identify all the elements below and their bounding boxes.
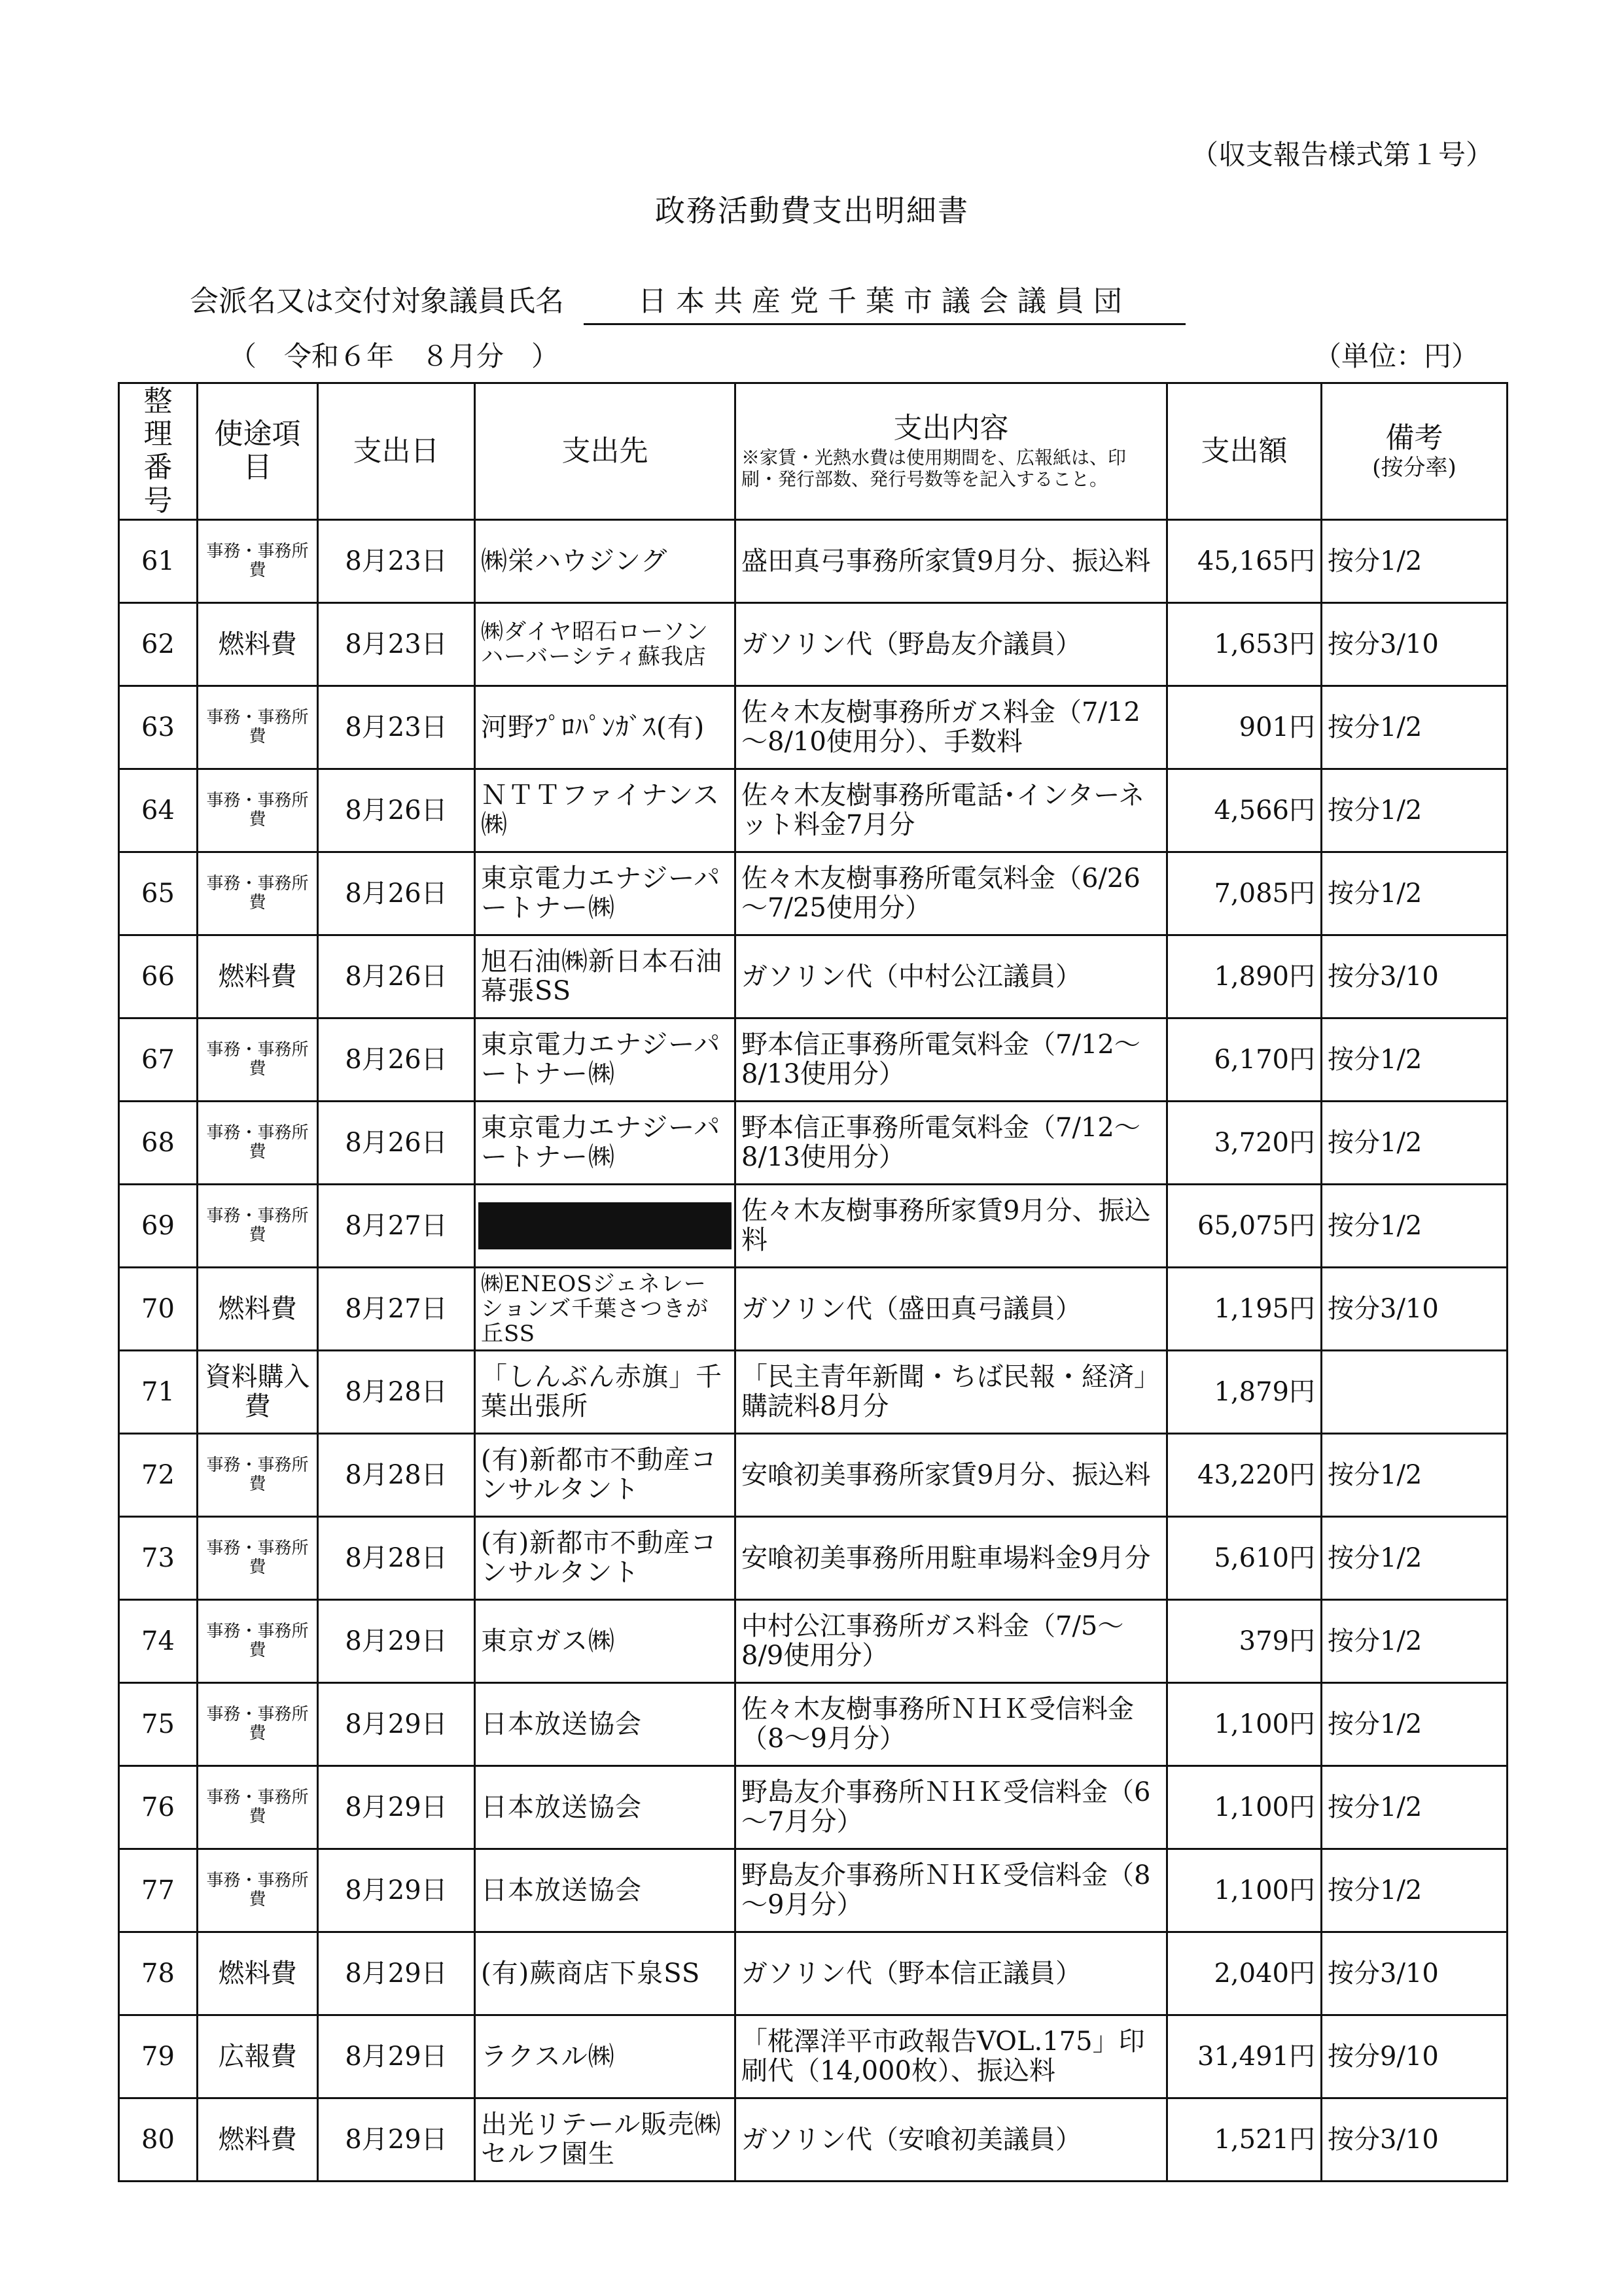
row-number: 71 <box>119 1351 198 1434</box>
unit-label: （単位：円） <box>1313 340 1479 372</box>
row-amount: 65,075円 <box>1167 1185 1322 1268</box>
row-description: 安喰初美事務所家賃9月分、振込料 <box>735 1434 1167 1517</box>
row-number: 79 <box>119 2015 198 2098</box>
row-payee: 日本放送協会 <box>475 1766 735 1849</box>
row-number: 66 <box>119 935 198 1018</box>
row-amount: 901円 <box>1167 686 1322 769</box>
period: （ 令和６年 ８月分 ） <box>229 340 559 372</box>
row-description: 佐々木友樹事務所ガス料金（7/12～8/10使用分）、手数料 <box>735 686 1167 769</box>
row-amount: 1,521円 <box>1167 2098 1322 2182</box>
row-amount: 3,720円 <box>1167 1102 1322 1185</box>
table-row <box>119 520 1508 603</box>
row-date: 8月26日 <box>318 935 475 1018</box>
row-payee: 東京電力エナジーパートナー㈱ <box>475 1018 735 1102</box>
document-title: 政務活動費支出明細書 <box>655 193 969 228</box>
row-payee: ラクスル㈱ <box>475 2015 735 2098</box>
table-row <box>119 1932 1508 2015</box>
header-desc-title: 支出内容 <box>893 411 1009 445</box>
row-use: 資料購入費 <box>198 1351 318 1434</box>
row-number: 61 <box>119 520 198 603</box>
row-note: 按分3/10 <box>1322 2098 1508 2182</box>
row-payee: (有)新都市不動産コンサルタント <box>475 1434 735 1517</box>
row-amount: 7,085円 <box>1167 852 1322 935</box>
row-description: 佐々木友樹事務所電話･インターネット料金7月分 <box>735 769 1167 852</box>
row-amount: 1,879円 <box>1167 1351 1322 1434</box>
table-row <box>119 686 1508 769</box>
row-use: 事務・事務所費 <box>198 1018 318 1102</box>
row-description: 安喰初美事務所用駐車場料金9月分 <box>735 1517 1167 1600</box>
row-number: 74 <box>119 1600 198 1683</box>
row-use: 事務・事務所費 <box>198 852 318 935</box>
row-note: 按分1/2 <box>1322 1766 1508 1849</box>
header-note-title: 備考 <box>1385 421 1443 455</box>
table-row <box>119 2098 1508 2182</box>
row-use: 事務・事務所費 <box>198 1683 318 1766</box>
row-note: 按分1/2 <box>1322 769 1508 852</box>
table-row <box>119 852 1508 935</box>
row-date: 8月26日 <box>318 1018 475 1102</box>
row-note: 按分3/10 <box>1322 1268 1508 1351</box>
row-payee: 日本放送協会 <box>475 1683 735 1766</box>
header-row <box>119 383 1508 520</box>
row-number: 76 <box>119 1766 198 1849</box>
row-description: 佐々木友樹事務所ＮＨＫ受信料金（8～9月分） <box>735 1683 1167 1766</box>
row-date: 8月23日 <box>318 520 475 603</box>
row-date: 8月26日 <box>318 769 475 852</box>
table-row <box>119 1351 1508 1434</box>
row-number: 80 <box>119 2098 198 2182</box>
row-use: 事務・事務所費 <box>198 1849 318 1932</box>
row-description: ガソリン代（盛田真弓議員） <box>735 1268 1167 1351</box>
header-payee: 支出先 <box>475 383 735 520</box>
row-date: 8月29日 <box>318 1683 475 1766</box>
row-number: 70 <box>119 1268 198 1351</box>
row-number: 67 <box>119 1018 198 1102</box>
row-amount: 1,100円 <box>1167 1849 1322 1932</box>
row-use: 燃料費 <box>198 1932 318 2015</box>
row-amount: 1,653円 <box>1167 603 1322 686</box>
row-payee: 旭石油㈱新日本石油幕張SS <box>475 935 735 1018</box>
row-date: 8月29日 <box>318 1766 475 1849</box>
row-date: 8月23日 <box>318 603 475 686</box>
row-note: 按分3/10 <box>1322 1932 1508 2015</box>
table-row <box>119 1102 1508 1185</box>
row-description: 「民主青年新聞・ちば民報・経済」購読料8月分 <box>735 1351 1167 1434</box>
row-description: ガソリン代（野島友介議員） <box>735 603 1167 686</box>
header-desc <box>735 383 1167 520</box>
table-row <box>119 1517 1508 1600</box>
row-note: 按分1/2 <box>1322 1102 1508 1185</box>
row-use: 燃料費 <box>198 935 318 1018</box>
row-payee: ㈱ダイヤ昭石ローソンハーバーシティ蘇我店 <box>475 603 735 686</box>
header-note-sub: (按分率) <box>1372 454 1456 481</box>
row-amount: 5,610円 <box>1167 1517 1322 1600</box>
row-payee: ＮＴＴファイナンス㈱ <box>475 769 735 852</box>
row-number: 62 <box>119 603 198 686</box>
row-use: 燃料費 <box>198 1268 318 1351</box>
row-amount: 45,165円 <box>1167 520 1322 603</box>
table-row <box>119 935 1508 1018</box>
row-payee: ㈱ENEOSジェネレーションズ千葉さつきが丘SS <box>475 1268 735 1351</box>
row-use: 事務・事務所費 <box>198 1434 318 1517</box>
faction-row <box>190 277 1186 325</box>
row-description: 野本信正事務所電気料金（7/12～8/13使用分） <box>735 1018 1167 1102</box>
table-row <box>119 1018 1508 1102</box>
row-payee: 日本放送協会 <box>475 1849 735 1932</box>
row-date: 8月28日 <box>318 1517 475 1600</box>
form-number: （収支報告様式第１号） <box>1190 139 1493 171</box>
row-amount: 1,890円 <box>1167 935 1322 1018</box>
row-date: 8月29日 <box>318 1932 475 2015</box>
row-description: ガソリン代（安喰初美議員） <box>735 2098 1167 2182</box>
row-amount: 1,195円 <box>1167 1268 1322 1351</box>
expense-table <box>118 382 1508 2182</box>
table-row <box>119 1185 1508 1268</box>
row-description: ガソリン代（野本信正議員） <box>735 1932 1167 2015</box>
header-use: 使途項目 <box>198 383 318 520</box>
row-amount: 379円 <box>1167 1600 1322 1683</box>
row-use: 事務・事務所費 <box>198 520 318 603</box>
row-use: 事務・事務所費 <box>198 1766 318 1849</box>
row-amount: 4,566円 <box>1167 769 1322 852</box>
row-number: 65 <box>119 852 198 935</box>
row-note: 按分1/2 <box>1322 520 1508 603</box>
row-note: 按分1/2 <box>1322 686 1508 769</box>
row-date: 8月27日 <box>318 1185 475 1268</box>
row-description: 佐々木友樹事務所電気料金（6/26～7/25使用分） <box>735 852 1167 935</box>
row-payee: (有)新都市不動産コンサルタント <box>475 1517 735 1600</box>
header-amount: 支出額 <box>1167 383 1322 520</box>
row-note: 按分1/2 <box>1322 1434 1508 1517</box>
row-use: 事務・事務所費 <box>198 1102 318 1185</box>
row-payee: ㈱栄ハウジング <box>475 520 735 603</box>
table-row <box>119 603 1508 686</box>
row-note <box>1322 1351 1508 1434</box>
row-date: 8月27日 <box>318 1268 475 1351</box>
row-payee: 出光リテール販売㈱セルフ園生 <box>475 2098 735 2182</box>
row-description: ガソリン代（中村公江議員） <box>735 935 1167 1018</box>
row-use: 事務・事務所費 <box>198 769 318 852</box>
row-note: 按分1/2 <box>1322 1683 1508 1766</box>
row-note: 按分1/2 <box>1322 1600 1508 1683</box>
header-desc-note: ※家賃・光熱水費は使用期間を、広報紙は、印刷・発行部数、発行号数等を記入すること。 <box>741 446 1127 491</box>
row-payee: 東京電力エナジーパートナー㈱ <box>475 852 735 935</box>
table-row <box>119 1268 1508 1351</box>
row-number: 75 <box>119 1683 198 1766</box>
row-payee: 「しんぶん赤旗」千葉出張所 <box>475 1351 735 1434</box>
row-amount: 1,100円 <box>1167 1766 1322 1849</box>
row-use: 事務・事務所費 <box>198 1517 318 1600</box>
faction-label: 会派名又は交付対象議員氏名 <box>190 285 564 318</box>
row-use: 事務・事務所費 <box>198 686 318 769</box>
row-date: 8月28日 <box>318 1351 475 1434</box>
redaction-block <box>478 1202 732 1249</box>
row-use: 事務・事務所費 <box>198 1600 318 1683</box>
row-date: 8月29日 <box>318 2015 475 2098</box>
row-description: 「椛澤洋平市政報告VOL.175」印刷代（14,000枚）、振込料 <box>735 2015 1167 2098</box>
row-amount: 6,170円 <box>1167 1018 1322 1102</box>
row-amount: 31,491円 <box>1167 2015 1322 2098</box>
row-amount: 2,040円 <box>1167 1932 1322 2015</box>
row-date: 8月29日 <box>318 1849 475 1932</box>
row-description: 中村公江事務所ガス料金（7/5～8/9使用分） <box>735 1600 1167 1683</box>
row-date: 8月29日 <box>318 2098 475 2182</box>
row-number: 73 <box>119 1517 198 1600</box>
row-number: 77 <box>119 1849 198 1932</box>
header-date: 支出日 <box>318 383 475 520</box>
row-payee: 東京電力エナジーパートナー㈱ <box>475 1102 735 1185</box>
row-note: 按分1/2 <box>1322 1185 1508 1268</box>
row-number: 72 <box>119 1434 198 1517</box>
row-use: 広報費 <box>198 2015 318 2098</box>
table-row <box>119 1600 1508 1683</box>
expense-rows <box>119 520 1508 2182</box>
row-date: 8月29日 <box>318 1600 475 1683</box>
row-number: 64 <box>119 769 198 852</box>
row-payee: 河野ﾌﾟﾛﾊﾟﾝｶﾞｽ(有) <box>475 686 735 769</box>
row-note: 按分1/2 <box>1322 1018 1508 1102</box>
row-date: 8月26日 <box>318 852 475 935</box>
row-description: 野本信正事務所電気料金（7/12～8/13使用分） <box>735 1102 1167 1185</box>
row-note: 按分3/10 <box>1322 603 1508 686</box>
row-date: 8月23日 <box>318 686 475 769</box>
faction-value: 日本共産党千葉市議会議員団 <box>584 277 1186 325</box>
row-note: 按分3/10 <box>1322 935 1508 1018</box>
row-payee: 東京ガス㈱ <box>475 1600 735 1683</box>
header-num: 整理番号 <box>119 383 198 520</box>
table-row <box>119 1849 1508 1932</box>
row-number: 78 <box>119 1932 198 2015</box>
row-description: 佐々木友樹事務所家賃9月分、振込料 <box>735 1185 1167 1268</box>
row-amount: 43,220円 <box>1167 1434 1322 1517</box>
table-row <box>119 1766 1508 1849</box>
table-row <box>119 1434 1508 1517</box>
row-use: 燃料費 <box>198 603 318 686</box>
row-amount: 1,100円 <box>1167 1683 1322 1766</box>
table-row <box>119 769 1508 852</box>
row-note: 按分1/2 <box>1322 1849 1508 1932</box>
row-description: 野島友介事務所ＮＨＫ受信料金（8～9月分） <box>735 1849 1167 1932</box>
row-date: 8月28日 <box>318 1434 475 1517</box>
row-note: 按分1/2 <box>1322 852 1508 935</box>
row-payee: (有)蕨商店下泉SS <box>475 1932 735 2015</box>
table-row <box>119 1683 1508 1766</box>
header-note <box>1322 383 1508 520</box>
row-use: 燃料費 <box>198 2098 318 2182</box>
row-payee <box>475 1185 735 1268</box>
row-number: 68 <box>119 1102 198 1185</box>
row-number: 69 <box>119 1185 198 1268</box>
row-use: 事務・事務所費 <box>198 1185 318 1268</box>
row-note: 按分1/2 <box>1322 1517 1508 1600</box>
row-description: 盛田真弓事務所家賃9月分、振込料 <box>735 520 1167 603</box>
row-description: 野島友介事務所ＮＨＫ受信料金（6～7月分） <box>735 1766 1167 1849</box>
row-date: 8月26日 <box>318 1102 475 1185</box>
table-row <box>119 2015 1508 2098</box>
row-number: 63 <box>119 686 198 769</box>
row-note: 按分9/10 <box>1322 2015 1508 2098</box>
